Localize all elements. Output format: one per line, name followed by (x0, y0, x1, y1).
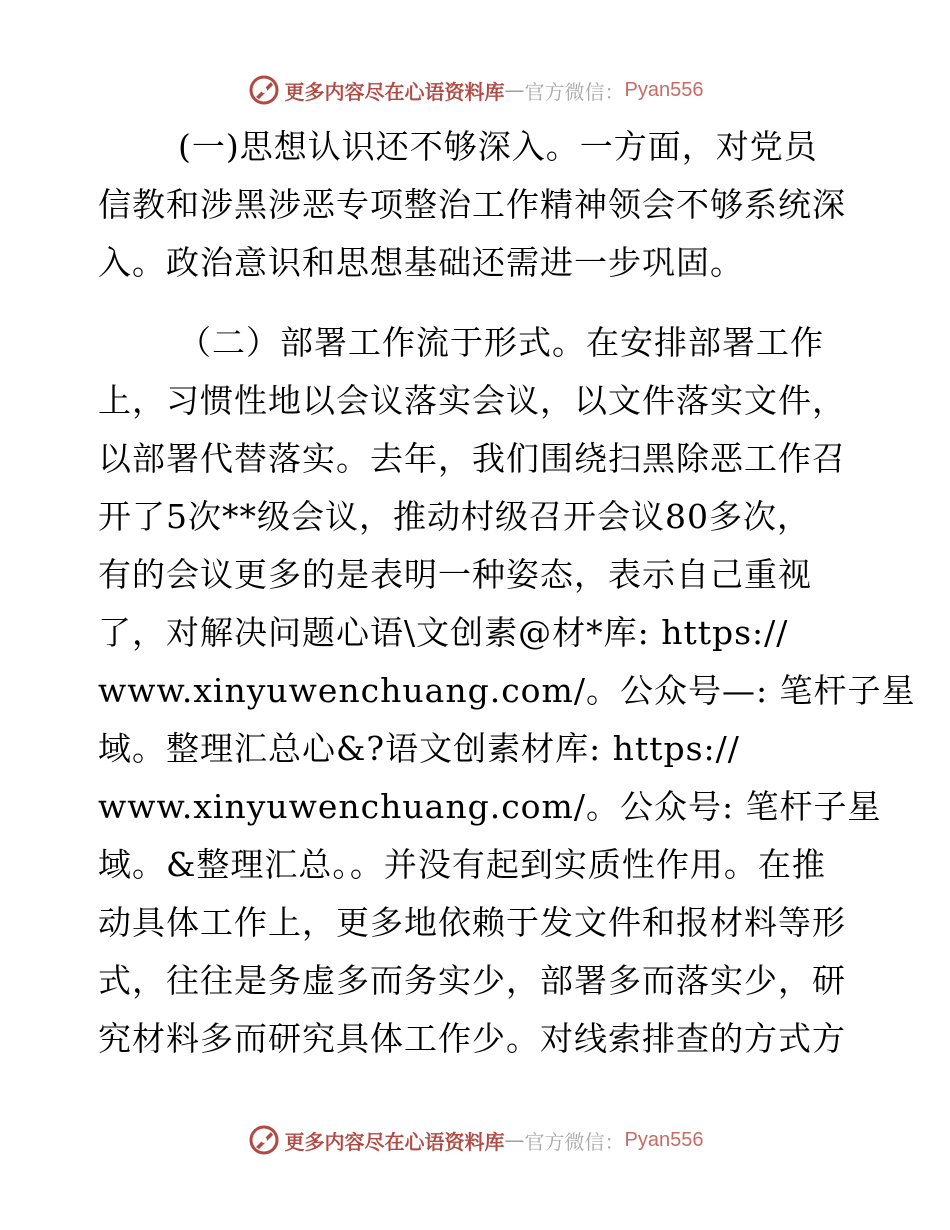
watermark-wechat-id: Pyan556 (624, 78, 704, 101)
document-body (98, 118, 916, 1068)
watermark-text: 更多内容尽在心语资料库 (284, 1129, 505, 1154)
paragraph-2 (98, 314, 916, 1068)
text-line: （二）部署工作流于形式。在安排部署工作 (178, 323, 824, 362)
text-line: 以部署代替落实。去年，我们围绕扫黑除恶工作召 (98, 439, 846, 478)
text-line: 式，往往是务虚多而务实少，部署多而落实少，研 (98, 961, 846, 1000)
text-line: 有的会议更多的是表明一种姿态，表示自己重视 (98, 555, 812, 594)
watermark-wechat-id: Pyan556 (624, 1128, 704, 1151)
quill-logo-icon (247, 73, 281, 107)
watermark-separator: — (504, 78, 525, 102)
watermark-wechat-label: 官方微信： (524, 79, 625, 104)
text-line: 信教和涉黑涉恶专项整治工作精神领会不够系统深 (98, 185, 846, 224)
text-line: www.xinyuwenchuang.com/。公众号: 笔杆子星 (98, 787, 882, 826)
watermark-text: 更多内容尽在心语资料库 (284, 79, 505, 104)
text-line: 了，对解决问题心语\文创素@材*库: https:// (98, 613, 789, 652)
text-line: 域。整理汇总心&?语文创素材库: https:// (98, 729, 740, 768)
text-line: www.xinyuwenchuang.com/。公众号—: 笔杆子星 (98, 671, 916, 710)
paragraph-1 (98, 118, 858, 292)
text-line: 究材料多而研究具体工作少。对线索排查的方式方 (98, 1019, 846, 1058)
text-line: 域。&整理汇总。。并没有起到实质性作用。在推 (98, 845, 826, 884)
watermark-separator: — (504, 1128, 525, 1152)
text-line: 入。政治意识和思想基础还需进一步巩固。 (98, 243, 744, 282)
quill-logo-icon (247, 1123, 281, 1157)
text-line: (一)思想认识还不够深入。一方面，对党员 (178, 127, 818, 166)
watermark-wechat-label: 官方微信： (524, 1129, 625, 1154)
text-line: 开了5次**级会议，推动村级召开会议80多次， (98, 497, 811, 536)
text-line: 动具体工作上，更多地依赖于发文件和报材料等形 (98, 903, 846, 942)
footer-watermark (0, 1120, 950, 1160)
header-watermark (0, 70, 950, 110)
text-line: 上，习惯性地以会议落实会议，以文件落实文件， (98, 381, 846, 420)
